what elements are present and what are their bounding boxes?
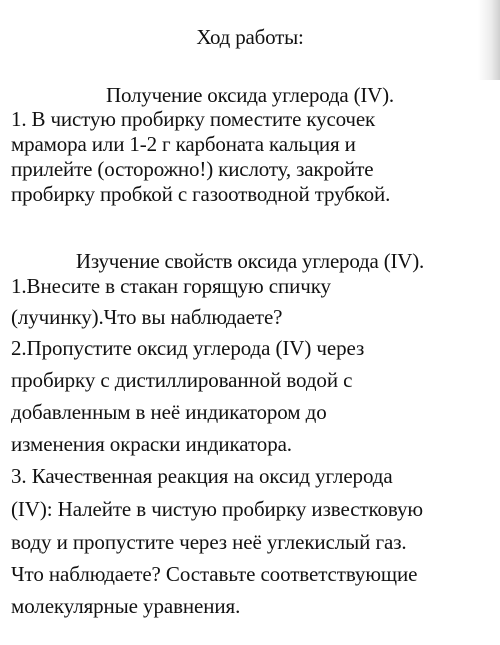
text-line: 3. Качественная реакция на оксид углерода xyxy=(11,464,393,488)
text-line: воду и пропустите через неё углекислый газ. xyxy=(11,530,407,554)
text-line: мрамора или 1-2 г карбоната кальция и xyxy=(11,132,356,156)
text-line: Что наблюдаете? Составьте соответствующие xyxy=(11,562,418,586)
text-line: пробирку пробкой с газоотводной трубкой. xyxy=(11,182,391,206)
text-line: изменения окраски индикатора. xyxy=(11,432,292,456)
text-line: добавленным в неё индикатором до xyxy=(11,400,327,424)
section-heading-properties: Изучение свойств оксида углерода (IV). xyxy=(75,249,425,273)
text-line: 1.Внесите в стакан горящую спичку xyxy=(11,274,331,298)
document-title: Ход работы: xyxy=(196,25,304,49)
section-heading-preparation: Получение оксида углерода (IV). xyxy=(106,83,394,107)
text-line: (IV): Налейте в чистую пробирку известковую xyxy=(11,497,424,521)
text-line: 2.Пропустите оксид углерода (IV) через xyxy=(11,336,365,360)
text-line: (лучинку).Что вы наблюдаете? xyxy=(11,305,283,329)
text-line: 1. В чистую пробирку поместите кусочек xyxy=(11,107,376,131)
text-line: молекулярные уравнения. xyxy=(11,594,241,618)
text-line: прилейте (осторожно!) кислоту, закройте xyxy=(11,157,374,181)
text-line: пробирку с дистиллированной водой с xyxy=(11,368,353,392)
